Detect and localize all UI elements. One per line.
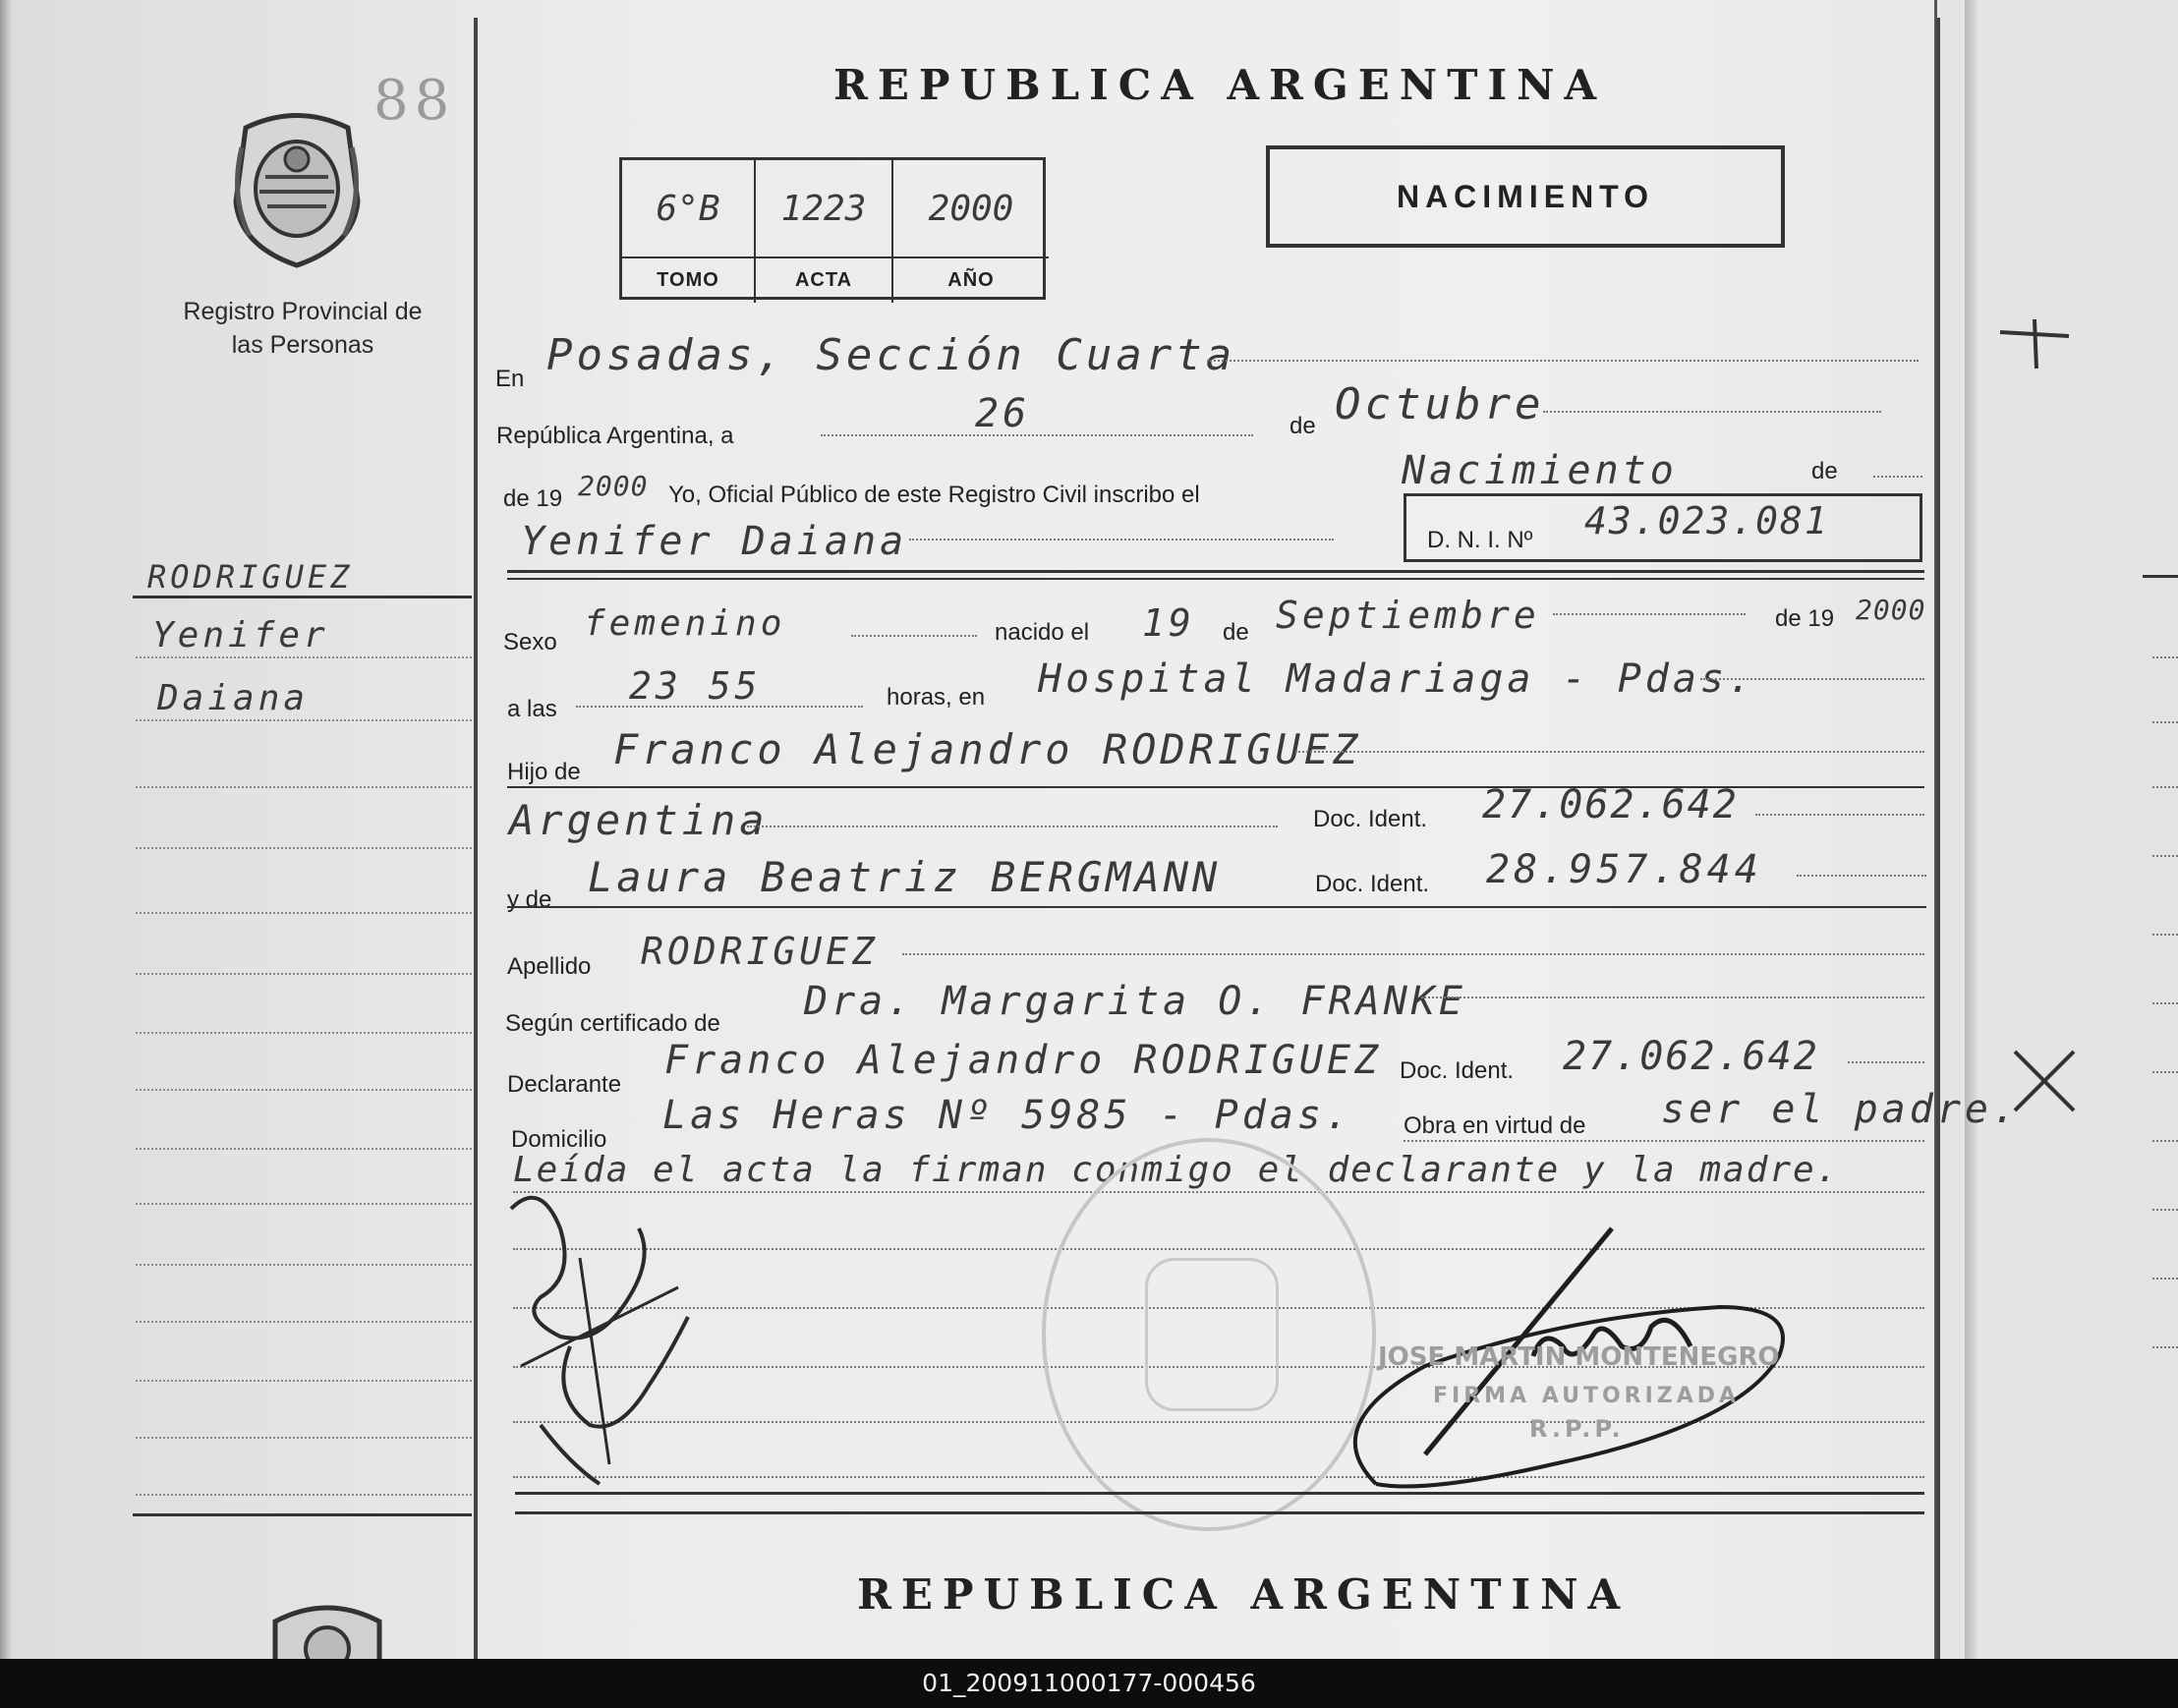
section-divider — [507, 570, 1924, 573]
binding-staple — [1995, 314, 2074, 373]
fill-line — [1755, 814, 1924, 816]
fill-line — [1700, 678, 1924, 680]
registro-text: Yo, Oficial Público de este Registro Civil inscribo el — [668, 482, 1200, 508]
registration-place: Posadas, Sección Cuarta — [546, 330, 1236, 380]
fill-line — [1848, 1061, 1924, 1063]
stub-line — [136, 719, 472, 721]
domicilio-label: Domicilio — [511, 1126, 607, 1153]
stub-line — [136, 1321, 472, 1323]
tomo-value: 6°B — [622, 160, 756, 258]
stub-line — [136, 847, 472, 849]
row-divider — [507, 906, 1926, 908]
declarant-signature — [482, 1169, 717, 1494]
stub-line — [136, 1494, 472, 1496]
father-doc: 27.062.642 — [1482, 782, 1739, 827]
fill-line — [909, 539, 1334, 541]
declarante-value: Franco Alejandro RODRIGUEZ — [664, 1038, 1383, 1083]
mother-doc-label: Doc. Ident. — [1315, 871, 1430, 897]
fill-line — [1404, 1140, 1924, 1142]
inscription-type: Nacimiento — [1402, 448, 1678, 493]
section-divider — [507, 578, 1924, 580]
domicilio-value: Las Heras Nº 5985 - Pdas. — [662, 1093, 1353, 1138]
anio-label: AÑO — [947, 269, 995, 291]
obra-label: Obra en virtud de — [1404, 1112, 1586, 1139]
stub-second-name: Daiana — [157, 678, 310, 718]
record-type-box: NACIMIENTO — [1266, 145, 1785, 248]
stub-line — [136, 1380, 472, 1382]
office-stamp: R.P.P. — [1529, 1415, 1625, 1443]
year-de-label: de 19 — [503, 485, 563, 512]
header-title: REPUBLICA ARGENTINA — [833, 61, 1607, 109]
stub-line — [136, 1148, 472, 1150]
declarante-label: Declarante — [507, 1071, 622, 1098]
facing-page-rule — [2152, 934, 2178, 936]
certificado-value: Dra. Margarita O. FRANKE — [804, 979, 1466, 1024]
of-label: de — [1811, 458, 1838, 484]
stub-line — [136, 786, 472, 788]
fill-line — [1295, 751, 1924, 753]
filename-caption: 01_200911000177-000456 — [0, 1659, 2178, 1708]
fill-line — [1797, 875, 1926, 877]
facing-page-rule — [2143, 575, 2178, 578]
birth-time: 23 55 — [629, 664, 762, 708]
father-nationality: Argentina — [509, 796, 769, 844]
facing-page-rule — [2152, 1071, 2178, 1073]
facing-page-rule — [2152, 656, 2178, 658]
closing-text: Leída el acta la firman conmigo el declarante y la madre. — [513, 1150, 1840, 1190]
y-de-label: y de — [507, 886, 552, 913]
stub-line — [136, 973, 472, 975]
birth-de-label: de — [1223, 619, 1249, 646]
birth-month: Septiembre — [1276, 594, 1540, 637]
fill-line — [902, 953, 1924, 955]
declarante-doc: 27.062.642 — [1563, 1034, 1819, 1079]
form-bottom-rule — [515, 1511, 1924, 1514]
facing-page-rule — [2152, 1209, 2178, 1211]
footer-title: REPUBLICA ARGENTINA — [857, 1570, 1631, 1619]
stub-line — [136, 1437, 472, 1439]
fill-line — [1421, 996, 1924, 998]
facing-page-rule — [2152, 1002, 2178, 1004]
fill-line — [851, 635, 977, 637]
stub-surname: RODRIGUEZ — [147, 558, 354, 596]
stub-line — [136, 1203, 472, 1205]
hijo-label: Hijo de — [507, 759, 581, 785]
facing-page-rule — [2152, 721, 2178, 723]
obra-value: ser el padre. — [1661, 1087, 2021, 1132]
tomo-label: TOMO — [622, 258, 756, 303]
birth-place: Hospital Madariaga - Pdas. — [1038, 656, 1756, 702]
birth-year: 2000 — [1856, 594, 1926, 626]
month-de-label: de — [1290, 413, 1316, 439]
page-gutter — [1965, 0, 1980, 1659]
father-doc-label: Doc. Ident. — [1313, 806, 1428, 832]
form-bottom-rule — [515, 1492, 1924, 1495]
stub-line — [136, 1089, 472, 1091]
father-name: Franco Alejandro RODRIGUEZ — [613, 725, 1362, 773]
sexo-label: Sexo — [503, 629, 557, 655]
dni-label: D. N. I. Nº — [1427, 527, 1533, 553]
registration-month: Octubre — [1335, 379, 1545, 429]
registration-table — [619, 157, 1046, 300]
stub-line — [136, 912, 472, 914]
stub-line — [136, 1032, 472, 1034]
facing-page-rule — [2152, 1278, 2178, 1280]
fill-line — [747, 826, 1278, 827]
book-spine-shadow — [0, 0, 12, 1659]
seal-emblem — [1145, 1258, 1279, 1411]
declarante-doc-label: Doc. Ident. — [1400, 1057, 1515, 1084]
anio-value: 2000 — [893, 160, 1049, 258]
horas-label: horas, en — [887, 684, 986, 711]
acta-value: 1223 — [756, 160, 893, 258]
fill-line — [1207, 360, 1919, 362]
fill-line — [1873, 476, 1922, 478]
official-role-stamp: FIRMA AUTORIZADA — [1433, 1384, 1741, 1408]
stub-bottom-divider — [133, 1513, 472, 1516]
stub-divider — [133, 596, 472, 598]
fill-line — [576, 706, 863, 708]
facing-page-rule — [2152, 1346, 2178, 1348]
stub-line — [136, 1264, 472, 1266]
facing-page-rule — [2152, 855, 2178, 857]
fill-line — [1543, 411, 1881, 413]
registration-day: 26 — [975, 391, 1031, 436]
fill-line — [1553, 613, 1746, 615]
sexo-value: femenino — [584, 603, 786, 644]
stub-page-number: 88 — [373, 69, 456, 133]
registration-year: 2000 — [578, 470, 649, 502]
en-label: En — [495, 366, 525, 392]
stub-first-name: Yenifer — [152, 615, 329, 655]
apellido-label: Apellido — [507, 953, 592, 980]
acta-label: ACTA — [756, 258, 893, 303]
facing-page — [1934, 0, 2178, 1659]
provincial-crest-icon — [226, 108, 368, 270]
a-las-label: a las — [507, 696, 557, 722]
nacido-label: nacido el — [995, 619, 1090, 646]
record-stub — [12, 29, 474, 1659]
apellido-value: RODRIGUEZ — [641, 930, 879, 973]
dni-value: 43.023.081 — [1584, 499, 1829, 542]
facing-page-rule — [2152, 1140, 2178, 1142]
republica-label: República Argentina, a — [496, 423, 734, 449]
birth-year-de-label: de 19 — [1775, 605, 1835, 632]
child-name: Yenifer Daiana — [521, 519, 908, 564]
provincial-crest-icon — [263, 1602, 391, 1659]
fill-line — [821, 434, 1253, 436]
facing-page-rule — [2152, 786, 2178, 788]
mother-doc: 28.957.844 — [1486, 847, 1762, 892]
official-name-stamp: JOSE MARTIN MONTENEGRO — [1378, 1342, 1780, 1372]
birth-day: 19 — [1142, 601, 1195, 645]
mother-name: Laura Beatriz BERGMANN — [588, 853, 1222, 901]
stub-line — [136, 656, 472, 658]
certificado-label: Según certificado de — [505, 1010, 720, 1037]
registry-title: Registro Provincial de las Personas — [183, 298, 423, 359]
